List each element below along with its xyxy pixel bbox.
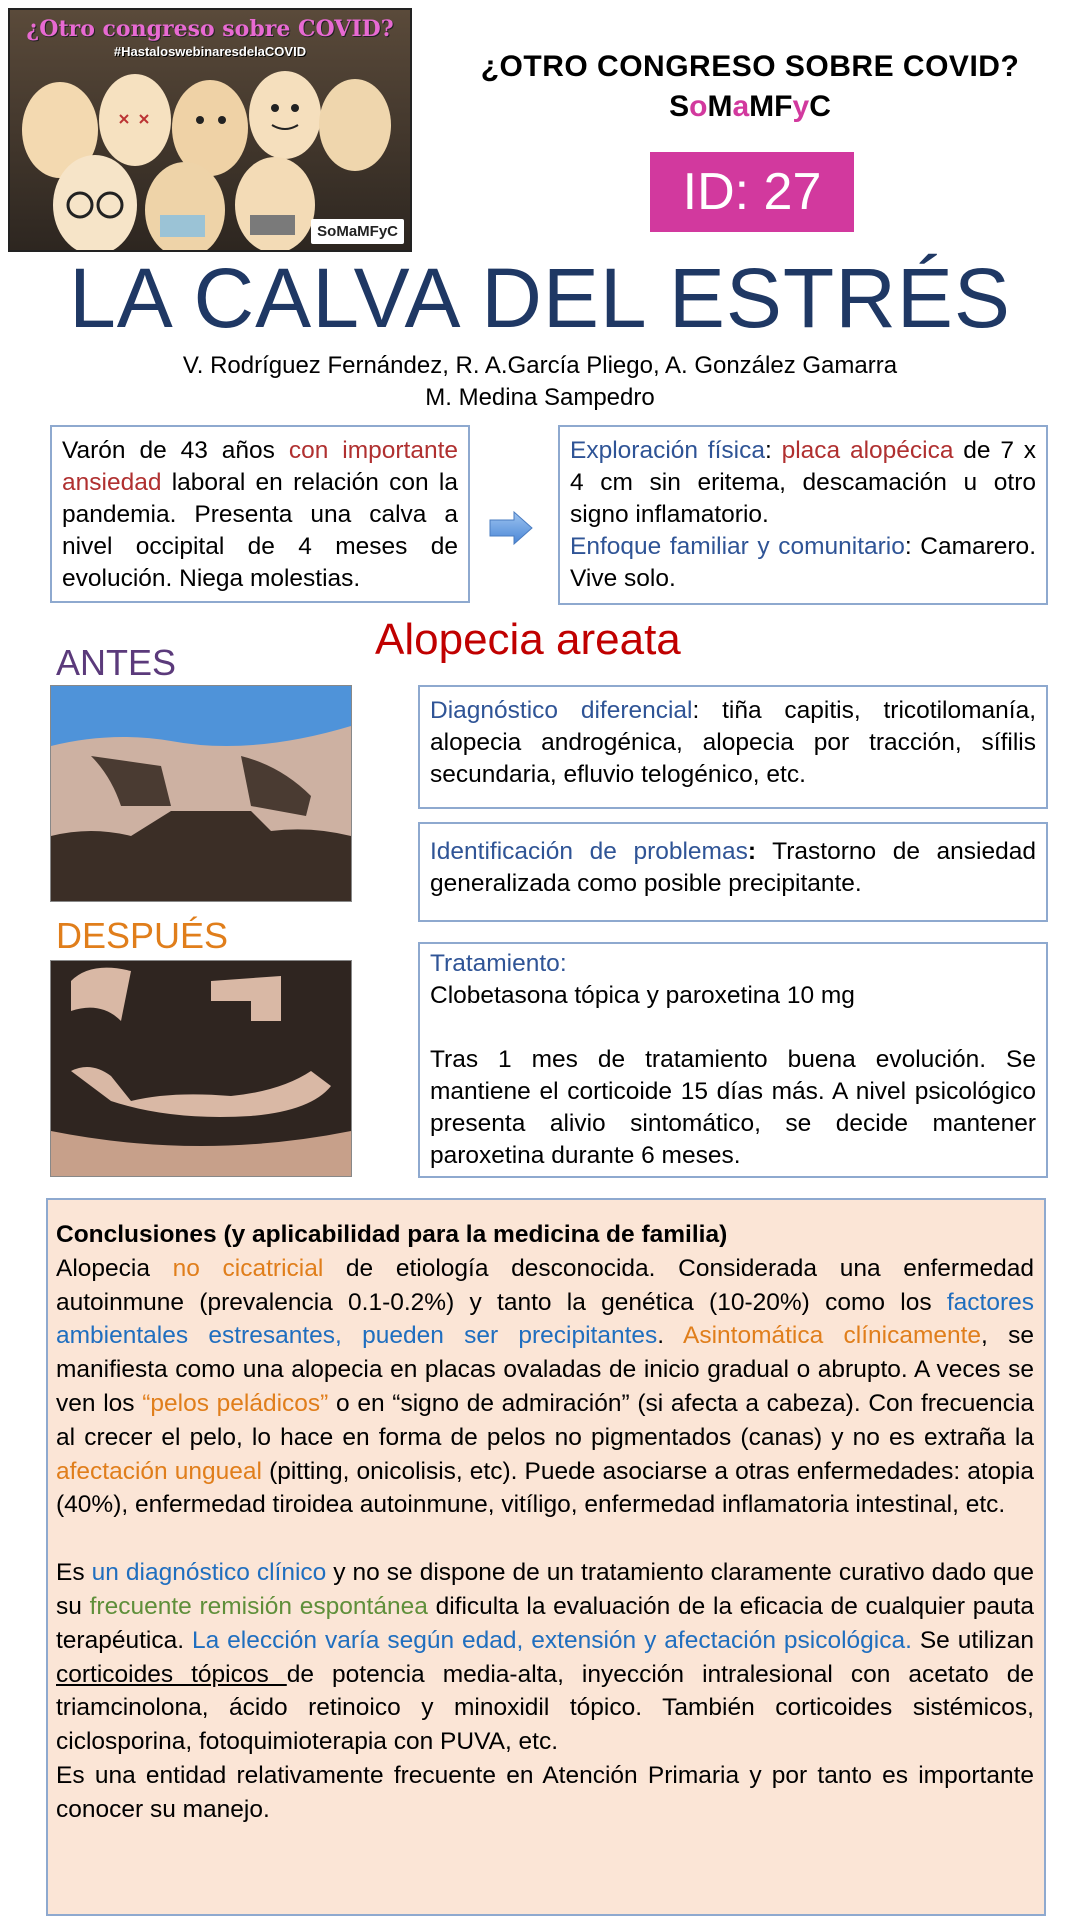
- before-photo: [50, 685, 352, 902]
- exam-box: [558, 425, 1048, 605]
- conclusions-box: [46, 1198, 1046, 1916]
- congress-title: ¿OTRO CONGRESO SOBRE COVID?: [480, 50, 1020, 83]
- org-letter: M: [707, 90, 733, 123]
- problems-box: [418, 822, 1048, 922]
- after-label: DESPUÉS: [56, 915, 229, 956]
- org-logo-text: [420, 90, 1080, 124]
- exam-highlight: placa alopécica: [781, 437, 954, 464]
- before-label: ANTES: [56, 642, 177, 683]
- org-letter: a: [732, 90, 750, 123]
- case-highlight: con importante ansiedad: [62, 437, 459, 496]
- diagnosis-title: Alopecia areata: [375, 615, 681, 664]
- before-photo-illustration: [51, 686, 351, 901]
- promo-image: [8, 8, 412, 252]
- exam-text: de 7 x 4 cm sin eritema, descamación u otro signo inflamatorio.: [570, 437, 1036, 528]
- conclusions-paragraph-1: Alopecia no cicatricial de etiología desconocida. Considerada una enfermedad autoinmune (prevalencia 0.1-0.2%) y tanto la genética (10-20%) como los factores ambientales estresantes, pueden ser precipitantes. Asintomática clínicamente, se manifiesta como una alopecia en placas ovaladas de inicio gradual o abrupto. A veces se ven los “pelos peládicos” o en “signo de admiración” (si afecta a cabeza). Con frecuencia al crecer el pelo, lo hace en forma de pelos no pigmentados (canas) y no es extraña la afectación ungueal (pitting, onicolisis, etc). Puede asociarse a otras enfermedades: atopia (40%), enfermedad tiroidea autoinmune, vitíligo, enfermedad inflamatoria intestinal, etc.: [56, 1254, 1034, 1519]
- after-photo-illustration: [51, 961, 351, 1176]
- org-letter: y: [792, 90, 810, 123]
- treatment-box: [418, 942, 1048, 1178]
- after-photo: [50, 960, 352, 1177]
- differential-dx-box: [418, 685, 1048, 809]
- treatment-line-1: Clobetasona tópica y paroxetina 10 mg: [430, 982, 855, 1009]
- exam-sep: :: [765, 437, 782, 464]
- authors-line-2: M. Medina Sampedro: [425, 384, 655, 411]
- arrow-right-icon: [488, 510, 534, 546]
- problems-label: Identificación de problemas: [430, 838, 748, 865]
- family-label: Enfoque familiar y comunitario: [570, 533, 905, 560]
- conclusions-paragraph-3: Es una entidad relativamente frecuente en Atención Primaria y por tanto es importante conocer su manejo.: [56, 1761, 1034, 1823]
- conclusions-paragraph-2: Es un diagnóstico clínico y no se dispone de un tratamiento claramente curativo dado que su frecuente remisión espontánea dificulta la evaluación de la eficacia de cualquier pauta terapéutica. La elección varía según edad, extensión y afectación psicológica. Se utilizan corticoides tópicos de potencia media-alta, inyección intralesional con acetato de triamcinolona, ácido retinoico y minoxidil tópico. También corticoides sistémicos, ciclosporina, fotoquimioterapia con PUVA, etc.: [56, 1559, 1035, 1756]
- promo-headline: ¿Otro congreso sobre COVID?: [26, 16, 394, 42]
- problems-text: Trastorno de ansiedad generalizada como posible precipitante.: [430, 838, 1036, 897]
- treatment-line-2: Tras 1 mes de tratamiento buena evolución. Se mantiene el corticoide 15 días más. A nivel psicológico presenta alivio sintomático, se decide mantener paroxetina durante 6 meses.: [430, 1046, 1036, 1169]
- org-letter: C: [809, 90, 831, 123]
- id-badge: ID: 27: [650, 152, 854, 232]
- exam-label: Exploración física: [570, 437, 765, 464]
- page-title: LA CALVA DEL ESTRÉS: [69, 251, 1011, 345]
- family-text: Camarero. Vive solo.: [570, 533, 1036, 592]
- case-summary-box: [50, 425, 470, 603]
- org-letter: F: [774, 90, 793, 123]
- treatment-label: Tratamiento: [430, 950, 560, 977]
- promo-badge: SoMaMFyC: [311, 219, 404, 244]
- case-text-cont: laboral en relación con la pandemia. Presenta una calva a nivel occipital de 4 meses de evolución. Niega molestias.: [62, 469, 458, 592]
- conclusions-heading: Conclusiones (y aplicabilidad para la medicina de familia): [56, 1221, 728, 1248]
- ddx-text: : tiña capitis, tricotilomanía, alopecia androgénica, alopecia por tracción, sífilis secundaria, efluvio telogénico, etc.: [430, 697, 1036, 788]
- treatment-colon: :: [559, 950, 567, 977]
- promo-hashtag: #HastaloswebinaresdelaCOVID: [113, 44, 307, 59]
- ddx-label: Diagnóstico diferencial: [430, 697, 693, 724]
- family-sep: :: [904, 533, 921, 560]
- case-text: Varón de 43 años: [62, 437, 289, 464]
- org-letter: M: [749, 90, 775, 123]
- org-letter: S: [669, 90, 690, 123]
- org-letter: o: [689, 90, 708, 123]
- problems-colon: :: [747, 838, 757, 865]
- authors-line-1: V. Rodríguez Fernández, R. A.García Pliego, A. González Gamarra: [182, 352, 898, 379]
